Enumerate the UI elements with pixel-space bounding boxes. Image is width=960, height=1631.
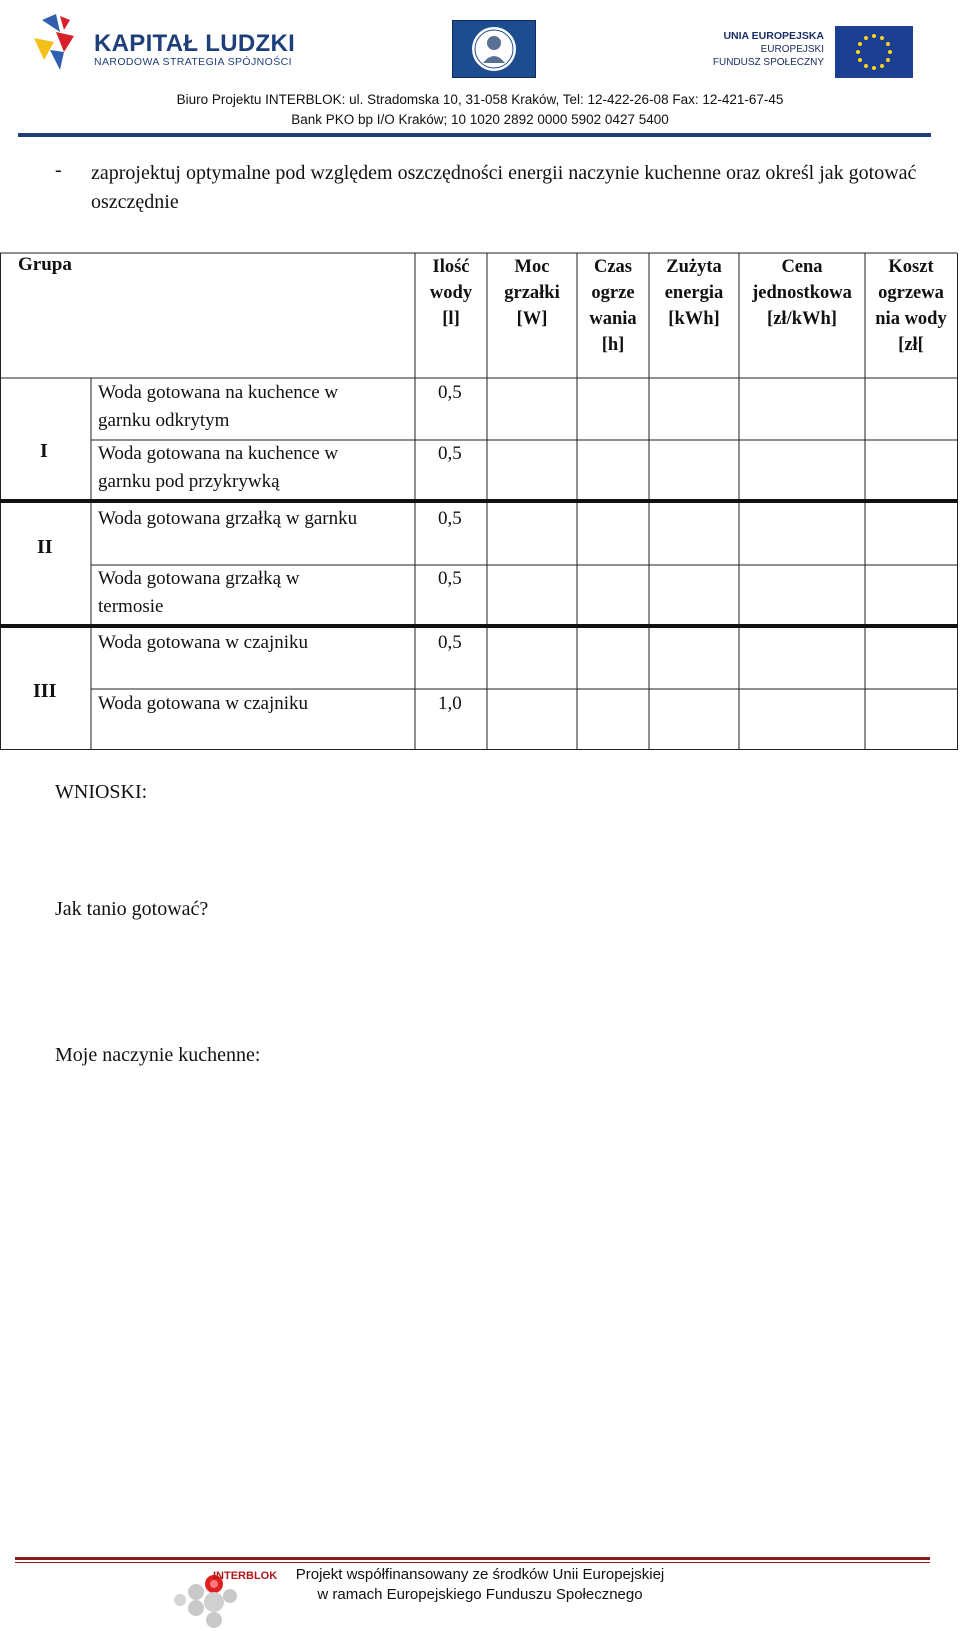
row-desc-line: Woda gotowana grzałką w [98, 568, 300, 589]
header-time-line: ogrze [591, 283, 635, 303]
header-energy [649, 254, 739, 332]
conclusions-heading: WNIOSKI: [55, 781, 148, 803]
row-desc-line: Woda gotowana na kuchence w [98, 443, 339, 464]
row-desc-line: Woda gotowana grzałką w garnku [98, 508, 358, 529]
row-water-value: 0,5 [438, 382, 462, 403]
task-bullet: - [55, 159, 62, 181]
address-line-1: Biuro Projektu INTERBLOK: ul. Stradomska 10, 31-058 Kraków, Tel: 12-422-26-08 Fax: 12-421-67-45 [176, 92, 784, 107]
header-energy-line: [kWh] [668, 309, 720, 329]
row-desc-line: garnku pod przykrywką [98, 471, 280, 492]
header-energy-line: Zużyta [666, 257, 722, 277]
header-time-line: [h] [601, 335, 625, 355]
header-cost-line: nia wody [875, 309, 947, 329]
header-power-line: grzałki [504, 283, 560, 303]
header-price-line: [zł/kWh] [767, 309, 837, 329]
row-desc-line: Woda gotowana na kuchence w [98, 382, 339, 403]
header-group: Grupa [18, 254, 72, 275]
footer-cofinancing-line1: Projekt współfinansowany ze środków Unii Europejskiej [295, 1566, 665, 1583]
group-label-i: I [40, 440, 48, 462]
header-price-line: jednostkowa [752, 283, 852, 303]
header-power-line: Moc [514, 257, 550, 277]
row-desc-line: garnku odkrytym [98, 410, 230, 431]
interblok-logo-text: INTERBLOK [213, 1570, 278, 1582]
task-text: zaprojektuj optymalne pod względem oszczędności energii naczynie kuchenne oraz określ jak gotować oszczędnie [91, 162, 917, 213]
my-cookware-heading: Moje naczynie kuchenne: [55, 1044, 261, 1066]
row-water-value: 0,5 [438, 632, 462, 653]
header-cost-line: [zł[ [898, 335, 924, 355]
header-water [415, 254, 487, 332]
row-water-value: 0,5 [438, 568, 462, 589]
header-energy-line: energia [664, 283, 724, 303]
row-desc-line: termosie [98, 596, 164, 617]
header-water-line: Ilość [432, 257, 470, 277]
header-price [739, 254, 865, 332]
ue-line2: EUROPEJSKI [760, 44, 824, 55]
header-cost-line: Koszt [888, 257, 934, 277]
header-water-line: wody [429, 283, 473, 303]
table-row [98, 505, 410, 533]
kapital-ludzki-title: KAPITAŁ LUDZKI [94, 30, 296, 57]
footer-divider-thin [15, 1562, 930, 1563]
header-water-line: [l] [442, 309, 460, 329]
row-desc-line: Woda gotowana w czajniku [98, 693, 309, 714]
address-line-2: Bank PKO bp I/O Kraków; 10 1020 2892 0000 5902 0427 5400 [291, 112, 669, 127]
row-desc-line: Woda gotowana w czajniku [98, 632, 309, 653]
header-power [487, 254, 577, 332]
table-row [98, 379, 410, 435]
ue-line1: UNIA EUROPEJSKA [723, 30, 824, 42]
row-water-value: 1,0 [438, 693, 462, 714]
row-water-value: 0,5 [438, 508, 462, 529]
question-heading: Jak tanio gotować? [55, 898, 209, 920]
header-power-line: [W] [516, 309, 548, 329]
header-price-line: Cena [781, 257, 823, 277]
table-row [98, 690, 410, 718]
footer-divider [15, 1557, 930, 1560]
kapital-ludzki-subtitle: NARODOWA STRATEGIA SPÓJNOŚCI [94, 56, 292, 68]
ue-line3: FUNDUSZ SPOŁECZNY [712, 57, 824, 68]
header-cost [865, 254, 957, 358]
header-time-line: wania [589, 309, 637, 329]
row-water-value: 0,5 [438, 443, 462, 464]
group-label-iii: III [33, 680, 57, 702]
header-time-line: Czas [593, 257, 633, 277]
group-label-ii: II [37, 536, 53, 558]
header-cost-line: ogrzewa [878, 283, 944, 303]
table-row [98, 629, 410, 657]
header-time [577, 254, 649, 358]
table-row [98, 565, 410, 621]
table-row [98, 440, 410, 496]
footer-cofinancing-line2: w ramach Europejskiego Funduszu Społecznego [317, 1586, 643, 1603]
